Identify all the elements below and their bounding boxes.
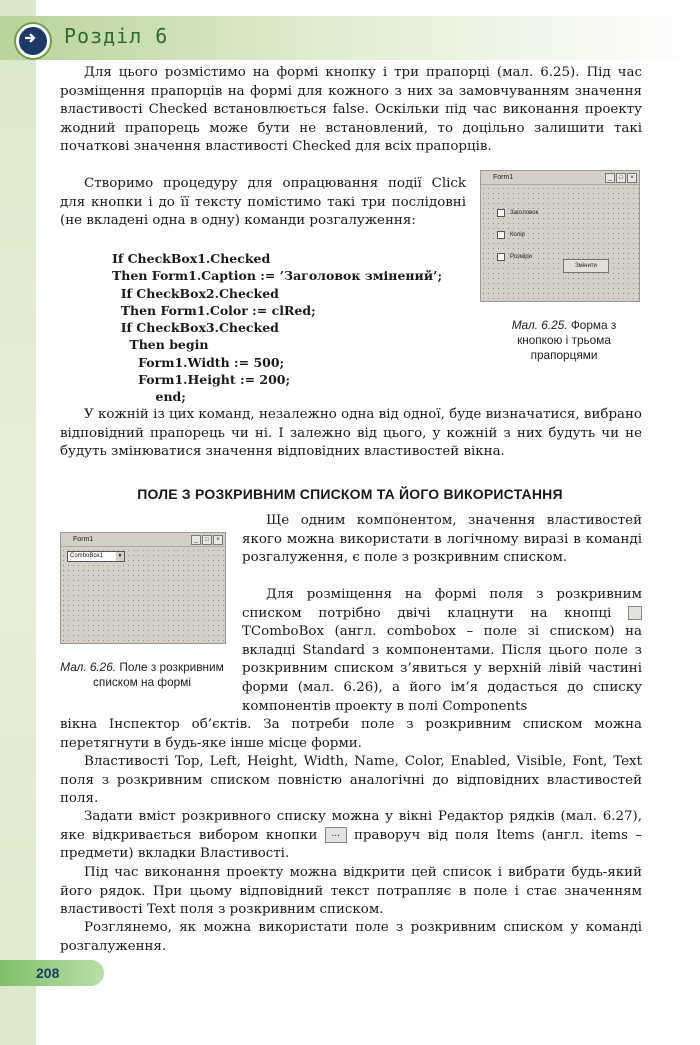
code-line: end; — [112, 389, 186, 405]
paragraph-6: Властивості Top, Left, Height, Width, Name, Color, Enabled, Visible, Font, Text поля з розкривним списком повністю аналогічні до відповідних властивостей поля. — [60, 754, 642, 807]
checkbox-caption: Заголовок — [497, 209, 538, 217]
code-block — [112, 250, 442, 406]
paragraph-8: Під час виконання проекту можна відкрити цей список і вибрати будь-який його рядок. При цьому відповідний текст потрапляє в поле і стає значенням властивості Text поля з розкривним списком. — [60, 865, 642, 918]
ellipsis-button-icon: ... — [325, 827, 347, 843]
maximize-icon: □ — [202, 535, 212, 545]
code-line: If CheckBox3.Checked — [112, 320, 279, 336]
section-heading: ПОЛЕ З РОЗКРИВНИМ СПИСКОМ ТА ЙОГО ВИКОРИСТАННЯ — [137, 486, 563, 502]
code-line: If CheckBox1.Checked — [112, 251, 271, 266]
figure-6-26-caption: Мал. 6.26. Поле з розкривним списком на формі — [60, 660, 224, 689]
checkbox-size: Розміри — [497, 253, 532, 261]
paragraph-7: Задати вміст розкривного списку можна у вікні Редактор рядків (мал. 6.27), яке відкривається вибором кнопки ... праворуч від поля Items (англ. items – предмети) вкладки Властивості. — [60, 809, 642, 862]
code-line: Then Form1.Caption := ’Заголовок змінений’; — [112, 268, 443, 284]
arrow-right-icon — [16, 24, 50, 58]
figure-6-25-window — [480, 170, 640, 302]
combobox-icon — [628, 606, 642, 620]
code-line: Then Form1.Color := clRed; — [112, 302, 316, 318]
change-button: Змінити — [563, 259, 609, 273]
figure-6-26-window — [60, 532, 226, 644]
code-line: Then begin — [112, 337, 209, 353]
window-title: Form1 — [493, 174, 514, 181]
page-sidebar — [0, 0, 36, 1045]
code-line: Form1.Width := 500; — [112, 354, 285, 370]
combobox: ComboBox1 ▼ — [67, 551, 125, 562]
page-number: 208 — [36, 965, 60, 981]
code-line: If CheckBox2.Checked — [112, 285, 279, 301]
paragraph-5-cont: вікна Інспектор об’єктів. За потреби поле з розкривним списком можна перетягнути в будь-яке інше місце форми. — [60, 717, 642, 751]
window-titlebar — [61, 533, 225, 547]
window-titlebar — [481, 171, 639, 185]
paragraph-5: Для розміщення на формі поля з розкривним списком потрібно двічі клацнути на кнопці TComboBox (англ. combobox – поле зі списком) на вкладці Standard з компонентами. Після цього поле з розкривним списком з’явиться у верхній лівій частині форми (мал. 6.26), а його ім’я додасться до списку компонентів проекту в полі Components — [242, 587, 642, 714]
minimize-icon: _ — [191, 535, 201, 545]
maximize-icon: □ — [616, 173, 626, 183]
paragraph-1: Для цього розмістимо на формі кнопку і три прапорці (мал. 6.25). Під час розміщення прапорців на формі для кожного з них за замовчуванням значення властивості Checked встановлюється false. Оскільки під час виконання проекту жодний прапорець може бути не встановлений, то доцільно залишити такі початкові значення властивості Checked для всіх прапорців. — [60, 65, 642, 155]
chevron-down-icon: ▼ — [117, 553, 123, 559]
close-icon: × — [213, 535, 223, 545]
checkbox-color: Колір — [497, 231, 525, 239]
figure-6-25-caption: Мал. 6.25. Форма з кнопкою і трьома прапорцями — [511, 318, 617, 362]
paragraph-9: Розглянемо, як можна використати поле з розкривним списком у команді розгалуження. — [60, 920, 642, 954]
paragraph-4: Ще одним компонентом, значення властивостей якого можна використати в логічному виразі в команді розгалуження, є поле з розкривним списком. — [242, 513, 642, 566]
close-icon: × — [627, 173, 637, 183]
paragraph-3: У кожній із цих команд, незалежно одна від одної, буде визначатися, вибрано відповідний прапорець чи ні. І залежно від цього, у кожній з них будуть чи не будуть змінюватися значення відповідних властивостей вікна. — [60, 407, 642, 460]
window-title: Form1 — [73, 536, 94, 543]
minimize-icon: _ — [605, 173, 615, 183]
chapter-title: Розділ 6 — [64, 24, 169, 48]
code-line: Form1.Height := 200; — [112, 372, 291, 388]
paragraph-2: Створимо процедуру для опрацювання події Click для кнопки і до її тексту помістимо такі три послідовні (не вкладені одна в одну) команди розгалуження: — [60, 176, 466, 229]
